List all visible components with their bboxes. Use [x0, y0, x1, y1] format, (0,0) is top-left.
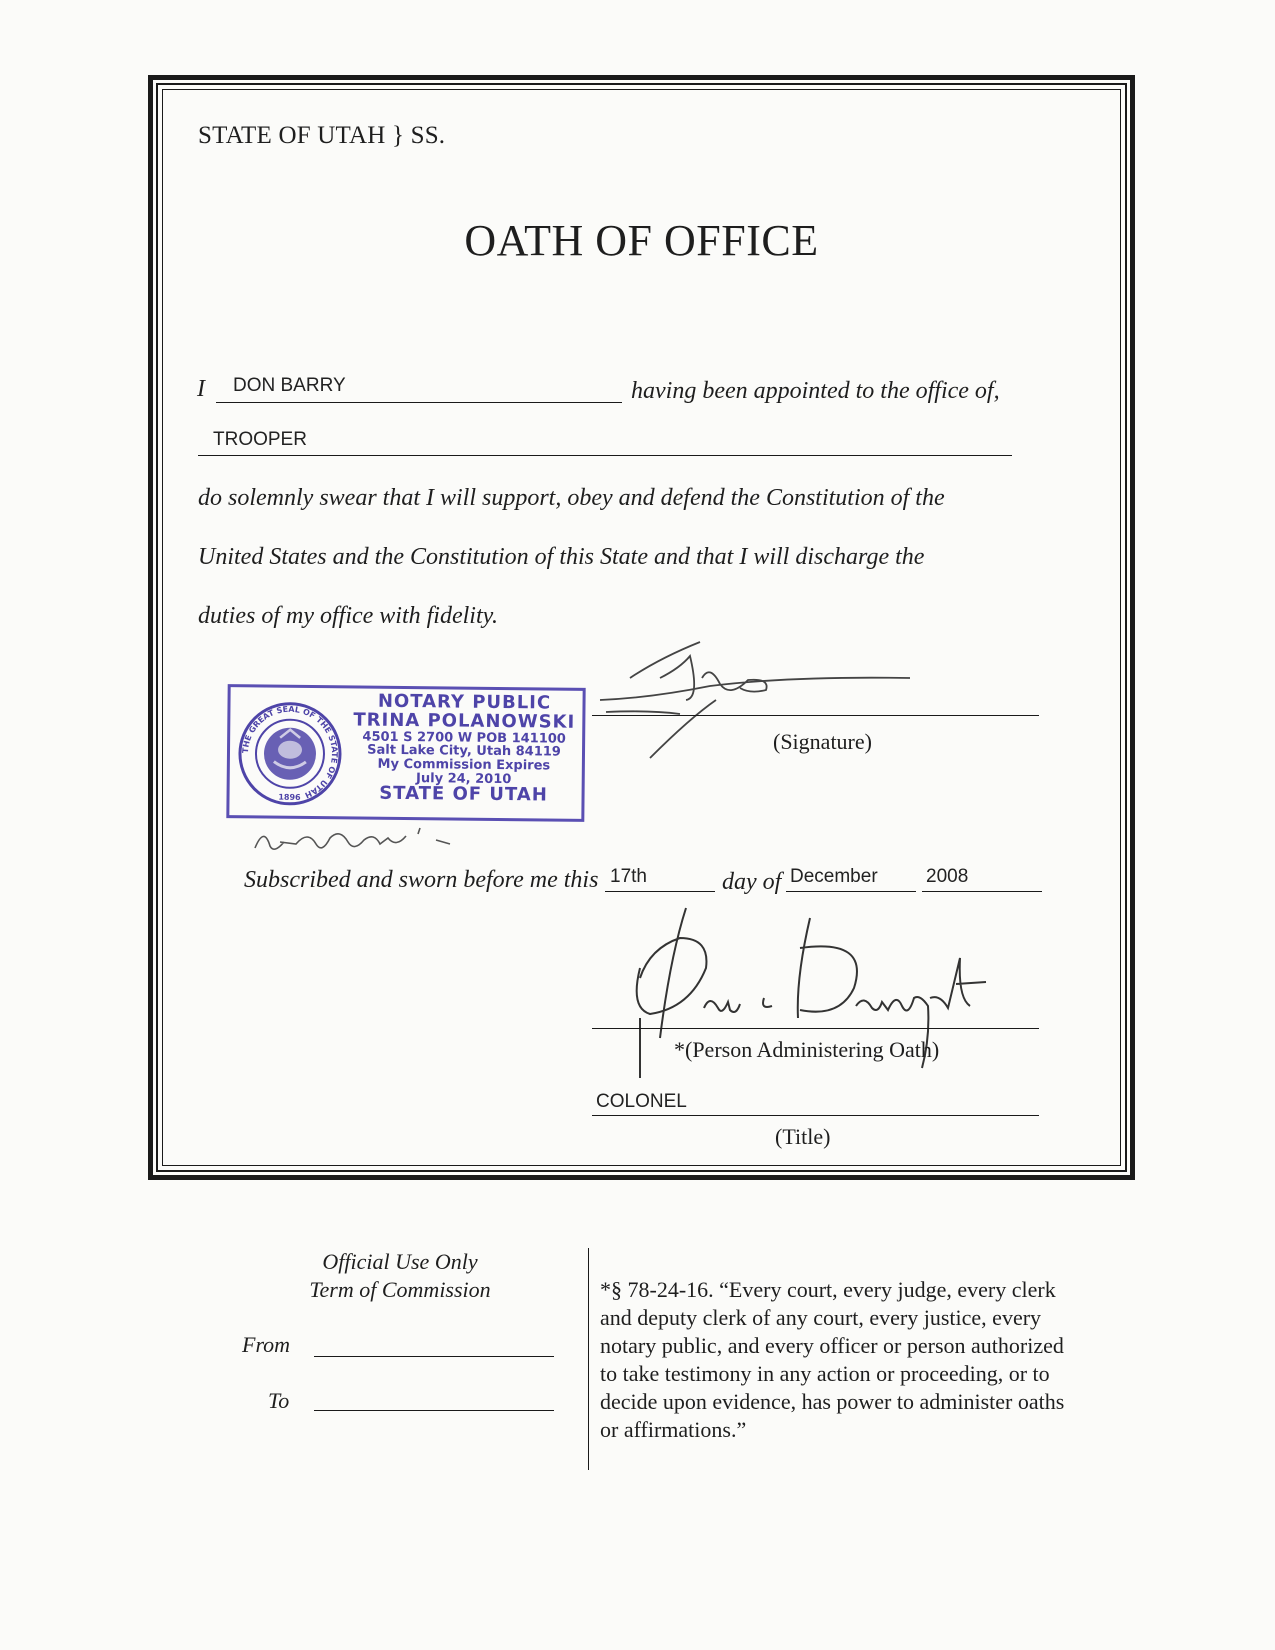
administrator-title-caption: (Title) — [775, 1124, 831, 1149]
administrator-title-value: COLONEL — [596, 1091, 687, 1112]
oath-name-line — [216, 402, 622, 403]
stamp-line-expires: My Commission Expires — [377, 756, 551, 774]
subscribed-year-value: 2008 — [926, 866, 969, 887]
administrator-title-line — [592, 1115, 1039, 1116]
section-divider — [588, 1248, 589, 1470]
subscribed-month-line — [786, 891, 916, 892]
oath-office-line — [198, 455, 1012, 456]
oath-i-prefix: I — [197, 376, 205, 402]
notary-stamp — [226, 684, 585, 822]
notary-signature — [250, 820, 480, 860]
signature-caption: (Signature) — [773, 729, 872, 754]
stamp-line-date: July 24, 2010 — [416, 770, 512, 787]
oath-appointed-text: having been appointed to the office of, — [631, 378, 1000, 404]
term-of-commission-heading: Term of Commission — [309, 1277, 491, 1302]
signer-signature — [590, 638, 930, 768]
state-seal-icon — [235, 699, 344, 808]
subscribed-day-value: 17th — [610, 866, 647, 887]
to-label: To — [268, 1388, 290, 1413]
subscribed-day-of: day of — [722, 869, 782, 895]
administrator-signature-line — [592, 1028, 1039, 1029]
stamp-line-city: Salt Lake City, Utah 84119 — [367, 743, 561, 761]
to-line[interactable] — [314, 1410, 554, 1411]
oath-office-value: TROOPER — [213, 429, 307, 450]
subscribed-day-line — [605, 891, 715, 892]
seal-ring-text: THE GREAT SEAL OF THE STATE OF UTAH — [240, 704, 340, 800]
official-use-heading: Official Use Only — [322, 1249, 478, 1274]
stamp-line-name: TRINA POLANOWSKI — [353, 709, 576, 733]
oath-body-line1: do solemnly swear that I will support, obey and defend the Constitution of the — [198, 485, 945, 511]
oath-name-value: DON BARRY — [233, 375, 346, 396]
stamp-line-notary: NOTARY PUBLIC — [377, 690, 552, 714]
oath-body-line3: duties of my office with fidelity. — [198, 603, 498, 629]
signature-line — [592, 715, 1039, 716]
from-label: From — [242, 1332, 291, 1357]
subscribed-prefix: Subscribed and sworn before me this — [244, 867, 599, 893]
stamp-line-state: STATE OF UTAH — [379, 783, 548, 806]
from-line[interactable] — [314, 1356, 554, 1357]
oath-body-line2: United States and the Constitution of this State and that I will discharge the — [198, 544, 925, 570]
statute-text: *§ 78-24-16. “Every court, every judge, every clerk and deputy clerk of any court, every justice, every notary public, and every officer or person authorized to take testimony in any action or proceeding, or to decide upon evidence, has power to administer oaths or affirmations.” — [600, 1277, 1065, 1442]
seal-year: 1896 — [278, 792, 301, 802]
stamp-line-address: 4501 S 2700 W POB 141100 — [362, 729, 566, 747]
venue-line: STATE OF UTAH } SS. — [198, 122, 446, 149]
document-title: OATH OF OFFICE — [464, 216, 819, 265]
subscribed-year-line — [922, 891, 1042, 892]
administrator-caption: *(Person Administering Oath) — [674, 1037, 940, 1062]
subscribed-month-value: December — [790, 866, 878, 887]
